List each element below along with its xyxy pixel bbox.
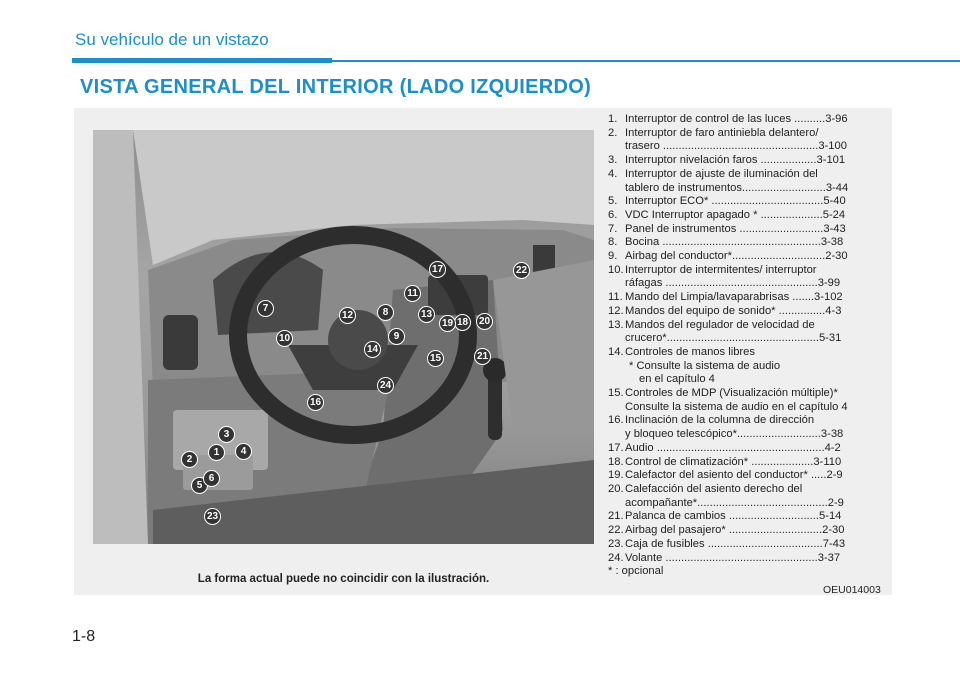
legend-item-16-cont xyxy=(608,428,888,442)
legend-item-6 xyxy=(608,209,888,223)
legend-text: Audio ......................................................4-2 xyxy=(625,441,841,454)
legend-subnote-text: en el capítulo 4 xyxy=(639,373,715,386)
legend-number: 21. xyxy=(608,510,624,523)
callout-22: 22 xyxy=(513,262,530,279)
legend-item-10 xyxy=(608,264,888,278)
page-number: 1-8 xyxy=(72,628,96,645)
legend-item-10-cont xyxy=(608,277,888,291)
callout-18: 18 xyxy=(454,314,471,331)
legend-text: Controles de MDP (Visualización múltiple)* xyxy=(625,387,838,400)
legend-number: 14. xyxy=(608,345,624,358)
legend-item-17 xyxy=(608,442,888,456)
legend-item-19 xyxy=(608,469,888,483)
callout-15: 15 xyxy=(427,350,444,367)
legend-text: Control de climatización* ....................3-110 xyxy=(625,455,842,468)
legend-item-24 xyxy=(608,552,888,566)
legend-text: Interruptor ECO* ....................................5-40 xyxy=(625,195,846,208)
callout-20: 20 xyxy=(476,313,493,330)
callout-9: 9 xyxy=(388,328,405,345)
legend-number: 17. xyxy=(608,441,624,454)
legend-item-4 xyxy=(608,168,888,182)
legend-number: 5. xyxy=(608,195,618,208)
legend-number: 10. xyxy=(608,263,624,276)
legend-text: Interruptor de ajuste de iluminación del xyxy=(625,167,818,180)
section-title: VISTA GENERAL DEL INTERIOR (LADO IZQUIERDO) xyxy=(80,76,592,98)
legend-number: 24. xyxy=(608,551,624,564)
callout-5: 5 xyxy=(191,477,208,494)
callout-17: 17 xyxy=(429,261,446,278)
legend-number: 9. xyxy=(608,250,618,263)
legend-item-1 xyxy=(608,113,888,127)
legend-number: 7. xyxy=(608,222,618,235)
callout-7: 7 xyxy=(257,300,274,317)
legend-number: 1. xyxy=(608,113,618,125)
legend-item-13-cont xyxy=(608,332,888,346)
legend-number: 11. xyxy=(608,291,623,304)
callout-14: 14 xyxy=(364,341,381,358)
legend-text: y bloqueo telescópico*...........................3-38 xyxy=(625,428,844,441)
legend-subnote xyxy=(608,360,888,374)
legend-item-13 xyxy=(608,319,888,333)
callout-16: 16 xyxy=(307,394,324,411)
legend-item-14 xyxy=(608,346,888,360)
legend-item-12 xyxy=(608,305,888,319)
legend-item-7 xyxy=(608,223,888,237)
dashboard-drawing xyxy=(93,130,594,544)
legend-text: Interruptor de control de las luces ..........3-96 xyxy=(625,113,848,125)
legend-text: Inclinación de la columna de dirección xyxy=(625,414,815,427)
legend-number: 18. xyxy=(608,455,624,468)
callout-3: 3 xyxy=(218,426,235,443)
legend-number: 19. xyxy=(608,469,624,482)
legend-number: 22. xyxy=(608,524,624,537)
callout-19: 19 xyxy=(439,315,456,332)
callout-6: 6 xyxy=(203,470,220,487)
legend-text: Mando del Limpia/lavaparabrisas .......3-102 xyxy=(625,291,843,304)
legend-text: Calefactor del asiento del conductor* .....2-9 xyxy=(625,469,843,482)
legend-text: Interruptor de intermitentes/ interruptor xyxy=(625,263,817,276)
legend-number: 8. xyxy=(608,236,618,249)
chapter-title: Su vehículo de un vistazo xyxy=(75,30,269,49)
legend-text: Controles de manos libres xyxy=(625,345,755,358)
legend-item-8 xyxy=(608,236,888,250)
legend-text: Calefacción del asiento derecho del xyxy=(625,482,803,495)
legend-list xyxy=(608,113,888,579)
legend-number: 6. xyxy=(608,208,618,221)
legend-item-15-cont xyxy=(608,401,888,415)
legend-item-9 xyxy=(608,250,888,264)
legend-number: 3. xyxy=(608,154,618,167)
callout-24: 24 xyxy=(377,377,394,394)
legend-number: 15. xyxy=(608,387,624,400)
legend-item-20-cont xyxy=(608,497,888,511)
legend-text: Airbag del pasajero* ..............................2-30 xyxy=(625,524,845,537)
callout-8: 8 xyxy=(377,304,394,321)
legend-text: Consulte la sistema de audio en el capítulo 4 xyxy=(625,400,848,413)
figure-caption: La forma actual puede no coincidir con la ilustración. xyxy=(197,573,490,585)
legend-text: tablero de instrumentos...........................3-44 xyxy=(625,181,849,194)
legend-item-23 xyxy=(608,538,888,552)
legend-text: Caja de fusibles .....................................7-43 xyxy=(625,537,846,550)
header-rule-thin xyxy=(332,60,960,62)
legend-number: 4. xyxy=(608,167,618,180)
legend-number: 20. xyxy=(608,482,624,495)
legend-text: Mandos del regulador de velocidad de xyxy=(625,318,815,331)
dashboard-illustration xyxy=(93,130,594,544)
legend-text: Interruptor nivelación faros ..................3-101 xyxy=(625,154,846,167)
legend-item-5 xyxy=(608,195,888,209)
callout-21: 21 xyxy=(474,348,491,365)
legend-text: acompañante*..........................................2-9 xyxy=(625,496,844,509)
legend-footnote: * : opcional xyxy=(608,565,664,578)
legend-item-4-cont xyxy=(608,182,888,196)
callout-13: 13 xyxy=(418,306,435,323)
callout-10: 10 xyxy=(276,330,293,347)
legend-subnote xyxy=(608,373,888,387)
legend-number: 23. xyxy=(608,537,624,550)
legend-text: Interruptor de faro antiniebla delantero/ xyxy=(625,126,819,139)
callout-2: 2 xyxy=(181,451,198,468)
legend-item-3 xyxy=(608,154,888,168)
legend-text: ráfagas .................................................3-99 xyxy=(625,277,841,290)
legend-subnote-text: * Consulte la sistema de audio xyxy=(629,359,781,372)
legend-text: Panel de instrumentos ...........................3-43 xyxy=(625,222,846,235)
legend-item-16 xyxy=(608,414,888,428)
legend-item-22 xyxy=(608,524,888,538)
callout-11: 11 xyxy=(404,285,421,302)
legend-text: Volante .................................................3-37 xyxy=(625,551,841,564)
legend-item-2 xyxy=(608,127,888,141)
legend-number: 13. xyxy=(608,318,624,331)
callout-12: 12 xyxy=(339,307,356,324)
figure-code: OEU014003 xyxy=(823,584,881,596)
legend-number: 16. xyxy=(608,414,624,427)
header-rule-thick xyxy=(72,58,332,63)
legend-text: Mandos del equipo de sonido* ...............4-3 xyxy=(625,304,842,317)
legend-text: VDC Interruptor apagado * ....................5-24 xyxy=(625,208,846,221)
legend-text: Bocina ...................................................3-38 xyxy=(625,236,844,249)
legend-item-18 xyxy=(608,456,888,470)
legend-item-20 xyxy=(608,483,888,497)
legend-number: 12. xyxy=(608,304,624,317)
callout-4: 4 xyxy=(235,443,252,460)
legend-text: trasero ..................................................3-100 xyxy=(625,140,847,153)
legend-item-21 xyxy=(608,510,888,524)
callout-23: 23 xyxy=(204,508,221,525)
legend-item-15 xyxy=(608,387,888,401)
legend-number: 2. xyxy=(608,126,618,139)
legend-item-2-cont xyxy=(608,140,888,154)
legend-text: Airbag del conductor*..............................2-30 xyxy=(625,250,848,263)
legend-text: crucero*.................................................5-31 xyxy=(625,332,842,345)
callout-1: 1 xyxy=(208,444,225,461)
legend-text: Palanca de cambios .............................5-14 xyxy=(625,510,842,523)
legend-item-11 xyxy=(608,291,888,305)
